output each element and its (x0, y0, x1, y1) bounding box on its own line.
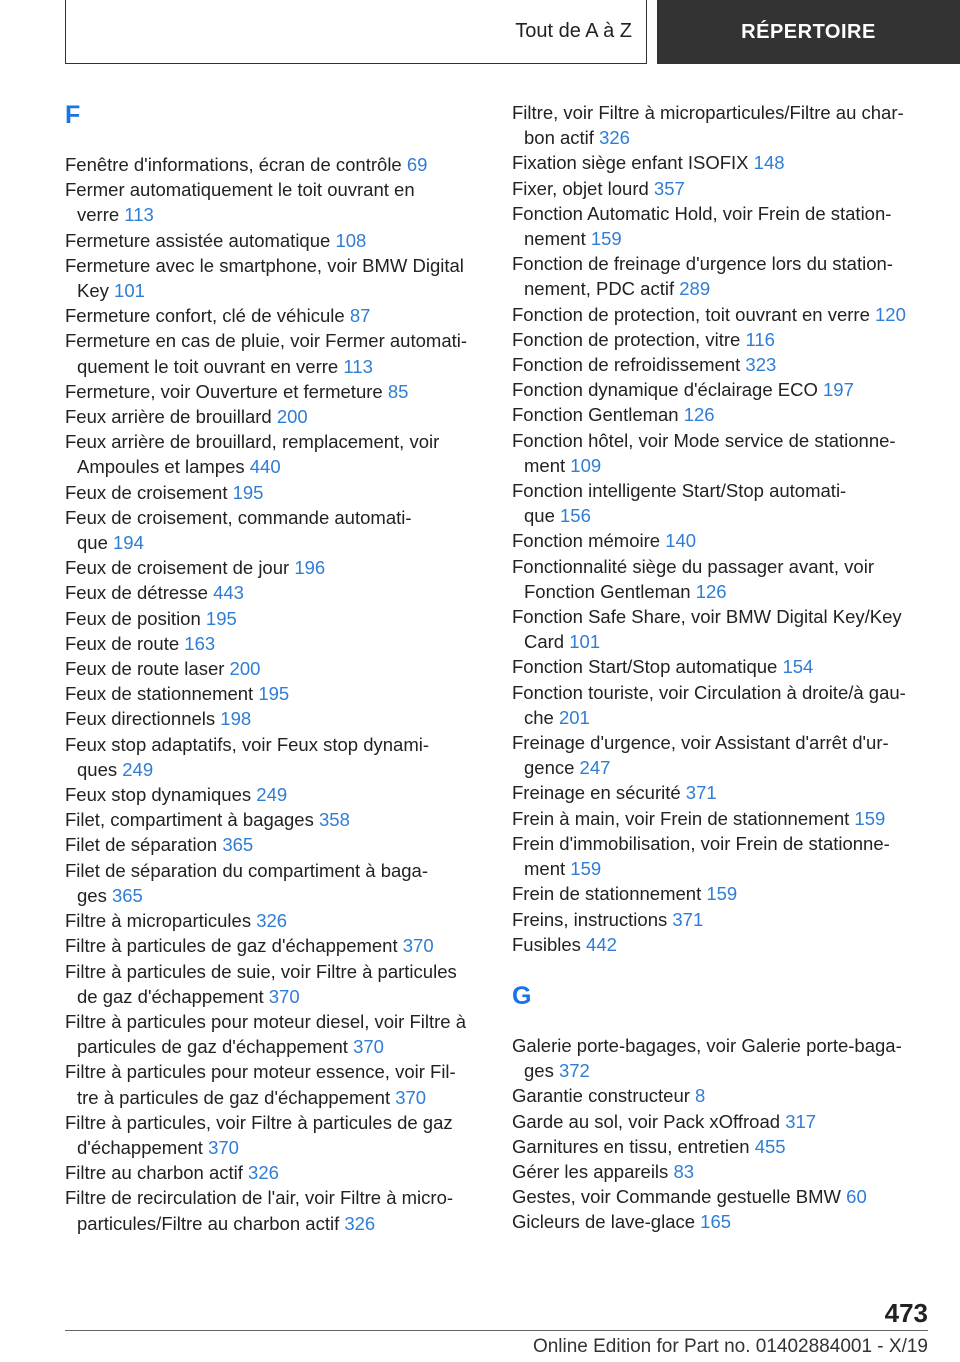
entry-text: Filtre au charbon actif (65, 1162, 243, 1184)
index-entry (65, 505, 495, 555)
entry-text: Fonction intelligente Start/Stop automati‐ (512, 480, 847, 502)
entry-text-continued: Card (524, 631, 565, 653)
page-reference-link[interactable]: 126 (683, 404, 715, 426)
entry-text-continued: d'échappement (77, 1136, 203, 1158)
entry-text: Feux de route laser (65, 658, 225, 680)
page-reference-link[interactable]: 317 (785, 1110, 817, 1132)
entry-text-continued: Key (77, 280, 109, 302)
footer-divider (65, 1330, 928, 1331)
index-entry (512, 176, 932, 201)
index-entry (512, 377, 932, 402)
entry-text: Frein de stationnement (512, 883, 702, 905)
page-reference-link[interactable]: 370 (208, 1136, 239, 1158)
page-reference-link[interactable]: 8 (695, 1085, 706, 1107)
page-reference-link[interactable]: 194 (113, 532, 144, 554)
page-reference-link[interactable]: 197 (823, 379, 854, 401)
page-reference-link[interactable]: 370 (402, 935, 434, 957)
index-entry (65, 404, 495, 429)
index-entry (65, 908, 495, 933)
page-reference-link[interactable]: 159 (854, 807, 886, 829)
index-entry (512, 352, 932, 377)
page-reference-link[interactable]: 113 (343, 355, 373, 377)
index-entry (65, 379, 495, 404)
entry-text: Filtre à particules de gaz d'échappement (65, 935, 398, 957)
entry-text: Gicleurs de lave-glace (512, 1211, 696, 1233)
index-entry (65, 807, 495, 832)
entry-text: Fixer, objet lourd (512, 177, 649, 199)
entry-text: Garnitures en tissu, entretien (512, 1135, 750, 1157)
entry-text: Filtre à particules, voir Filtre à particules de gaz (65, 1111, 453, 1133)
entry-text-continued: ges (524, 1060, 554, 1082)
index-entry (512, 528, 932, 553)
page-reference-link[interactable]: 289 (679, 278, 711, 300)
entry-text: Filet de séparation du compartiment à baga‐ (65, 859, 429, 881)
index-entry (512, 1134, 932, 1159)
index-entry (512, 1109, 932, 1134)
page-reference-link[interactable]: 455 (754, 1135, 786, 1157)
page-header (0, 0, 960, 66)
index-entry (65, 681, 495, 706)
page-reference-link[interactable]: 371 (685, 782, 717, 804)
entry-text-continued: particules de gaz d'échappement (77, 1036, 348, 1058)
entry-text: Filtre à microparticules (65, 910, 252, 932)
index-entry (512, 1033, 932, 1083)
page-reference-link[interactable]: 323 (745, 354, 777, 376)
index-entry (65, 555, 495, 580)
index-entry (512, 907, 932, 932)
entry-text: Fonction de protection, vitre (512, 328, 741, 350)
entry-text: Filtre à particules de suie, voir Filtre à particules (65, 960, 457, 982)
page-reference-link[interactable]: 370 (395, 1086, 427, 1108)
entry-text-continued: Ampoules et lampes (77, 456, 245, 478)
entry-text: Fermeture en cas de pluie, voir Fermer automati‐ (65, 330, 468, 352)
index-column-right (512, 100, 932, 1235)
page-reference-link[interactable]: 365 (111, 884, 143, 906)
page-reference-link[interactable]: 442 (586, 933, 617, 955)
entry-text-continued: che (524, 706, 554, 728)
index-entry (65, 1110, 495, 1160)
page-number: 473 (884, 1298, 928, 1328)
section-letter-f: F (65, 101, 81, 129)
index-entry (512, 1159, 932, 1184)
index-entry (65, 429, 495, 479)
entry-text: Feux stop adaptatifs, voir Feux stop dynami‐ (65, 733, 430, 755)
page-reference-link[interactable]: 326 (248, 1162, 279, 1184)
entry-list-left (65, 152, 495, 1236)
page-reference-link[interactable]: 159 (706, 883, 738, 905)
page-reference-link[interactable]: 326 (599, 127, 630, 149)
tab-tout-de-a-a-z[interactable]: Tout de A à Z (65, 0, 647, 64)
entry-text-continued: Fonction Gentleman (524, 580, 691, 602)
page-reference-link[interactable]: 372 (558, 1060, 590, 1082)
index-entry (65, 480, 495, 505)
entry-text: Filtre à particules pour moteur diesel, voir Filtre à (65, 1010, 466, 1032)
page-reference-link[interactable]: 357 (653, 177, 685, 199)
page-reference-link[interactable]: 126 (695, 580, 727, 602)
entry-list-right-f (512, 100, 932, 957)
entry-text: Feux de stationnement (65, 683, 254, 705)
entry-text: Fonction dynamique d'éclairage ECO (512, 379, 818, 401)
index-entry (512, 100, 932, 150)
entry-list-right-g (512, 1033, 932, 1235)
index-entry (512, 780, 932, 805)
index-entry (65, 1009, 495, 1059)
entry-text: Fonction Automatic Hold, voir Frein de station‐ (512, 202, 892, 224)
entry-text: Feux arrière de brouillard (65, 406, 272, 428)
page-reference-link[interactable]: 165 (700, 1211, 732, 1233)
entry-text: Feux de croisement, commande automati‐ (65, 506, 412, 528)
page-reference-link[interactable]: 101 (114, 280, 145, 302)
page-reference-link[interactable]: 249 (122, 758, 154, 780)
entry-text-continued: ges (77, 884, 107, 906)
index-entry (65, 152, 495, 177)
page-reference-link[interactable]: 101 (569, 631, 601, 653)
index-entry (65, 732, 495, 782)
entry-text: Fonction de refroidissement (512, 354, 741, 376)
page-reference-link[interactable]: 60 (846, 1186, 867, 1208)
entry-text: Feux de détresse (65, 582, 208, 604)
page-reference-link[interactable]: 154 (782, 656, 814, 678)
index-entry (512, 402, 932, 427)
index-entry (512, 428, 932, 478)
index-entry (512, 654, 932, 679)
page-reference-link[interactable]: 440 (249, 456, 281, 478)
page-reference-link[interactable]: 140 (665, 530, 697, 552)
entry-text: Fermer automatiquement le toit ouvrant en (65, 179, 415, 201)
index-entry (512, 1184, 932, 1209)
page-reference-link[interactable]: 108 (335, 229, 367, 251)
page-reference-link[interactable]: 159 (590, 228, 622, 250)
index-entry (65, 631, 495, 656)
entry-text: Freins, instructions (512, 908, 668, 930)
index-entry (512, 554, 932, 604)
index-entry (65, 606, 495, 631)
index-entry (65, 782, 495, 807)
entry-text: Fonction de protection, toit ouvrant en verre (512, 303, 870, 325)
index-entry (65, 832, 495, 857)
index-entry (65, 656, 495, 681)
entry-text: Fonction hôtel, voir Mode service de stationne‐ (512, 429, 896, 451)
page-reference-link[interactable]: 249 (256, 784, 288, 806)
page-reference-link[interactable]: 200 (276, 406, 308, 428)
index-entry (512, 881, 932, 906)
index-entry (65, 1185, 495, 1235)
entry-text-continued: ment (524, 858, 566, 880)
index-entry (65, 303, 495, 328)
entry-text: Fermeture confort, clé de véhicule (65, 305, 345, 327)
index-entry (65, 1160, 495, 1185)
entry-text: Fusibles (512, 933, 581, 955)
index-entry (65, 177, 495, 227)
index-entry (65, 580, 495, 605)
page-reference-link[interactable]: 326 (256, 910, 288, 932)
page-reference-link[interactable]: 156 (560, 505, 591, 527)
page-reference-link[interactable]: 371 (672, 908, 704, 930)
page-reference-link[interactable]: 85 (387, 380, 409, 402)
page-reference-link[interactable]: 109 (570, 454, 602, 476)
index-entry (65, 228, 495, 253)
index-entry (512, 327, 932, 352)
entry-text: Gérer les appareils (512, 1160, 669, 1182)
entry-text: Fenêtre d'informations, écran de contrôle (65, 154, 402, 175)
page-reference-link[interactable]: 195 (205, 607, 237, 629)
entry-text: Feux de croisement (65, 481, 228, 503)
index-entry (512, 150, 932, 175)
index-entry (512, 302, 932, 327)
entry-text: Garde au sol, voir Pack xOffroad (512, 1110, 781, 1132)
entry-text-continued: particules/Filtre au charbon actif (77, 1212, 340, 1234)
entry-text: Filet de séparation (65, 834, 218, 856)
entry-text: Gestes, voir Commande gestuelle BMW (512, 1186, 842, 1208)
page-reference-link[interactable]: 120 (875, 303, 906, 325)
index-entry (65, 933, 495, 958)
entry-text: Filtre à particules pour moteur essence, voir Fil‐ (65, 1061, 456, 1083)
edition-note: Online Edition for Part no. 01402884001 - X/19 (532, 1336, 928, 1357)
entry-text: Galerie porte-bagages, voir Galerie porte-baga‐ (512, 1034, 902, 1056)
page-reference-link[interactable]: 195 (232, 481, 264, 503)
entry-text-continued: nement, PDC actif (524, 278, 675, 300)
index-entry (65, 1059, 495, 1109)
index-entry (65, 706, 495, 731)
index-column-left (65, 100, 495, 1236)
entry-text: Fonction touriste, voir Circulation à droite/à gau‐ (512, 681, 906, 703)
entry-text: Fermeture avec le smartphone, voir BMW Digital (65, 254, 464, 276)
index-entry (512, 932, 932, 957)
entry-text: Fermeture, voir Ouverture et fermeture (65, 380, 383, 402)
page-reference-link[interactable]: 201 (558, 706, 590, 728)
page-reference-link[interactable]: 443 (213, 582, 244, 604)
index-entry (65, 328, 495, 378)
entry-text: Frein à main, voir Frein de stationnement (512, 807, 850, 829)
entry-text-continued: gence (524, 757, 575, 779)
index-entry (512, 478, 932, 528)
page-reference-link[interactable]: 87 (349, 305, 371, 327)
entry-text: Fonction Gentleman (512, 404, 679, 426)
entry-text: Feux directionnels (65, 708, 216, 730)
index-entry (512, 730, 932, 780)
page-reference-link[interactable]: 159 (570, 858, 602, 880)
index-entry (512, 201, 932, 251)
entry-text-continued: de gaz d'échappement (77, 985, 264, 1007)
index-entry (512, 806, 932, 831)
entry-text: Feux de route (65, 632, 180, 654)
entry-text: Fixation siège enfant ISOFIX (512, 152, 749, 174)
entry-text: Feux stop dynamiques (65, 784, 252, 806)
page-reference-link[interactable]: 195 (258, 683, 290, 705)
entry-text: Feux de croisement de jour (65, 557, 290, 579)
page-reference-link[interactable]: 69 (406, 154, 428, 175)
entry-text: Freinage d'urgence, voir Assistant d'arrêt d'ur‐ (512, 732, 889, 754)
page-reference-link[interactable]: 326 (344, 1212, 376, 1234)
page-reference-link[interactable]: 148 (753, 152, 785, 174)
page-reference-link[interactable]: 200 (229, 658, 261, 680)
entry-text-continued: bon actif (524, 127, 594, 149)
section-letter-g: G (512, 981, 532, 1010)
entry-text: Feux arrière de brouillard, remplacement, voir (65, 431, 440, 453)
index-entry (65, 253, 495, 303)
page-reference-link[interactable]: 196 (294, 557, 326, 579)
index-entry (65, 858, 495, 908)
entry-text: Fonction mémoire (512, 530, 661, 552)
tab-repertoire[interactable]: RÉPERTOIRE (657, 0, 960, 64)
index-entry (512, 251, 932, 301)
entry-text-continued: que (524, 505, 555, 527)
index-entry (65, 959, 495, 1009)
page-reference-link[interactable]: 365 (222, 834, 254, 856)
page-reference-link[interactable]: 163 (184, 632, 216, 654)
entry-text-continued: que (77, 532, 108, 554)
entry-text: Fonction de freinage d'urgence lors du station‐ (512, 253, 893, 275)
page-reference-link[interactable]: 370 (353, 1036, 384, 1058)
entry-text: Filet, compartiment à bagages (65, 809, 314, 831)
entry-text: Feux de position (65, 607, 201, 629)
index-entry (512, 831, 932, 881)
entry-text: Frein d'immobilisation, voir Frein de stationne‐ (512, 832, 890, 854)
entry-text: Freinage en sécurité (512, 782, 681, 804)
entry-text: Fonction Safe Share, voir BMW Digital Key/Key (512, 606, 902, 628)
page-reference-link[interactable]: 370 (268, 985, 300, 1007)
page-reference-link[interactable]: 358 (319, 809, 350, 831)
entry-text-continued: nement (524, 228, 586, 250)
entry-text: Filtre, voir Filtre à microparticules/Filtre au char‐ (512, 102, 904, 123)
index-entry (512, 1083, 932, 1108)
entry-text: Fermeture assistée automatique (65, 229, 331, 251)
entry-text-continued: verre (77, 204, 120, 226)
entry-text-continued: ment (524, 454, 566, 476)
entry-text-continued: quement le toit ouvrant en verre (77, 355, 339, 377)
entry-text: Filtre de recirculation de l'air, voir Filtre à micro‐ (65, 1187, 454, 1209)
entry-text: Garantie constructeur (512, 1085, 690, 1107)
page-reference-link[interactable]: 113 (124, 204, 154, 226)
entry-text-continued: tre à particules de gaz d'échappement (77, 1086, 391, 1108)
index-entry (512, 1209, 932, 1234)
page-reference-link[interactable]: 247 (579, 757, 611, 779)
page-reference-link[interactable]: 116 (745, 328, 775, 350)
entry-text: Fonction Start/Stop automatique (512, 656, 778, 678)
index-entry (512, 604, 932, 654)
page-reference-link[interactable]: 198 (220, 708, 252, 730)
entry-text: Fonctionnalité siège du passager avant, voir (512, 555, 874, 577)
page-reference-link[interactable]: 83 (673, 1160, 695, 1182)
entry-text-continued: ques (77, 758, 118, 780)
index-entry (512, 680, 932, 730)
